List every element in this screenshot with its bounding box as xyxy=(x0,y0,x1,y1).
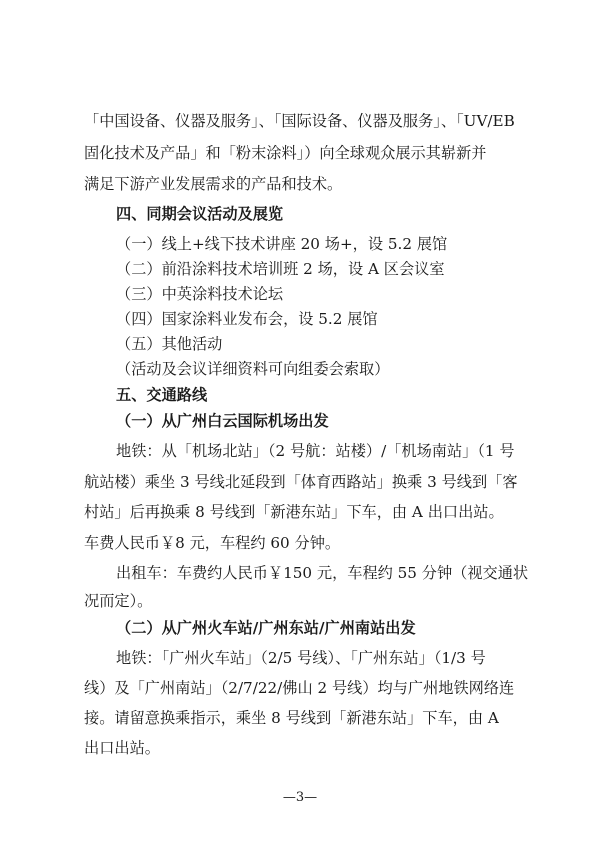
section-heading: 四、同期会议活动及展览 xyxy=(116,205,284,223)
subsection-heading: （二）从广州火车站/广州东站/广州南站出发 xyxy=(116,619,416,637)
list-item: （一）线上+线下技术讲座 20 场+，设 5.2 展馆 xyxy=(116,235,448,253)
page-number: —3— xyxy=(282,790,318,805)
list-item: （三）中英涂料技术论坛 xyxy=(116,285,284,303)
list-item: （五）其他活动 xyxy=(116,335,223,353)
paragraph-line: 地铁：从「机场北站」（2 号航：站楼）/「机场南站」（1 号 xyxy=(116,442,515,460)
paragraph-line: 车费人民币￥8 元，车程约 60 分钟。 xyxy=(84,534,341,552)
paragraph-line: 况而定）。 xyxy=(84,592,153,610)
list-item: （二）前沿涂料技术培训班 2 场，设 A 区会议室 xyxy=(116,260,445,278)
note-text: （活动及会议详细资料可向组委会索取） xyxy=(116,360,390,378)
paragraph-line: 接。请留意换乘指示，乘坐 8 号线到「新港东站」下车，由 A xyxy=(84,709,499,727)
intro-line: 「中国设备、仪器及服务」、「国际设备、仪器及服务」、「UV/EB xyxy=(84,112,515,130)
paragraph-line: 线）及「广州南站」（2/7/22/佛山 2 号线）均与广州地铁网络连 xyxy=(84,679,515,697)
intro-line: 满足下游产业发展需求的产品和技术。 xyxy=(84,175,343,193)
paragraph-line: 村站」后再换乘 8 号线到「新港东站」下车，由 A 出口出站。 xyxy=(84,503,504,521)
paragraph-line: 出口出站。 xyxy=(84,739,160,757)
paragraph-line: 出租车：车费约人民币￥150 元，车程约 55 分钟（视交通状 xyxy=(116,564,529,582)
list-item: （四）国家涂料业发布会，设 5.2 展馆 xyxy=(116,310,378,328)
section-heading: 五、交通路线 xyxy=(116,386,208,404)
subsection-heading: （一）从广州白云国际机场出发 xyxy=(116,412,329,430)
intro-line: 固化技术及产品」和「粉末涂料」）向全球观众展示其崭新并 xyxy=(84,144,487,162)
paragraph-line: 地铁：「广州火车站」（2/5 号线）、「广州东站」（1/3 号 xyxy=(116,649,486,667)
paragraph-line: 航站楼）乘坐 3 号线北延段到「体育西路站」换乘 3 号线到「客 xyxy=(84,473,518,491)
